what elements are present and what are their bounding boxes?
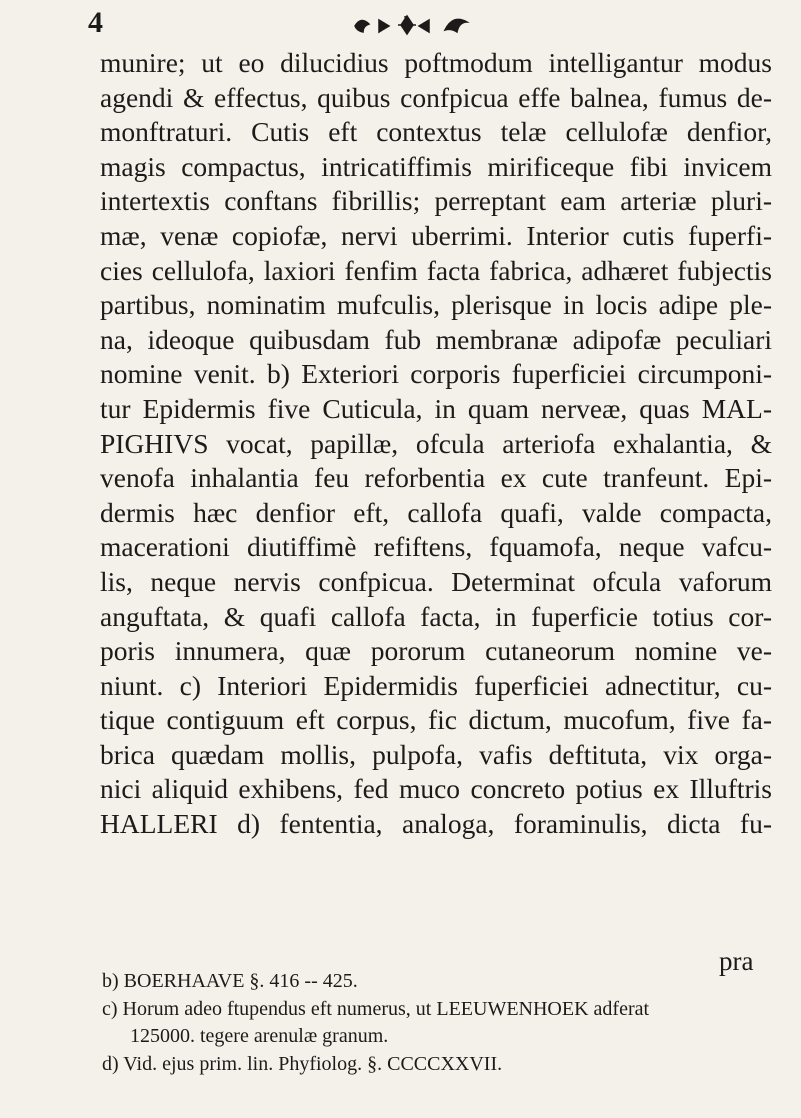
footnote-c-continued: 125000. tegere arenulæ granum. xyxy=(130,1025,389,1047)
text-line: dermis hæc denfior eft, callofa quafi, valde compacta, xyxy=(100,496,772,528)
catchword: pra xyxy=(719,946,754,976)
text-line: PIGHIVS vocat, papillæ, ofcula arteriofa exhalantia, & xyxy=(100,427,772,459)
text-line: intertextis conftans fibrillis; perreptant eam arteriæ pluri- xyxy=(100,185,772,217)
text-line: niunt. c) Interiori Epidermidis fuperficiei adnectitur, cu- xyxy=(100,669,772,701)
footnote-b: b) BOERHAAVE §. 416 -- 425. xyxy=(102,970,358,992)
text-line: nici aliquid exhibens, fed muco concreto potius ex Illuftris xyxy=(100,773,772,805)
text-line: macerationi diutiffimè refiftens, fquamofa, neque vafcu- xyxy=(100,531,772,563)
text-line: mæ, venæ copiofæ, nervi uberrimi. Interior cutis fuperfi- xyxy=(100,219,772,251)
text-line: venofa inhalantia feu reforbentia ex cute tranfeunt. Epi- xyxy=(100,462,772,494)
text-line: magis compactus, intricatiffimis mirificeque fibi invicem xyxy=(100,150,772,182)
text-line: na, ideoque quibusdam fub membranæ adipofæ peculiari xyxy=(100,323,772,355)
fleuron-ornament xyxy=(345,10,475,40)
text-line: partibus, nominatim mufculis, plerisque in locis adipe ple- xyxy=(100,289,772,321)
footnotes xyxy=(102,968,772,1078)
text-line: nomine venit. b) Exteriori corporis fuperficiei circumponi- xyxy=(100,358,772,390)
text-line: brica quædam mollis, pulpofa, vafis deftituta, vix orga- xyxy=(100,738,772,770)
text-line: tique contiguum eft corpus, fic dictum, mucofum, five fa- xyxy=(100,704,772,736)
text-line: munire; ut eo dilucidius poftmodum intelligantur modus xyxy=(100,47,772,78)
page-header xyxy=(0,6,801,46)
text-line: agendi & effectus, quibus confpicua effe balnea, fumus de- xyxy=(100,81,772,113)
text-line: monftraturi. Cutis eft contextus telæ cellulofæ denfior, xyxy=(100,116,772,148)
text-line: cies cellulofa, laxiori fenfim facta fabrica, adhæret fubjectis xyxy=(100,254,772,286)
text-line: HALLERI d) fententia, analoga, foraminulis, dicta fu- xyxy=(100,808,772,840)
footnote-c: c) Horum adeo ftupendus eft numerus, ut LEEUWENHOEK adferat xyxy=(102,997,650,1020)
text-line: tur Epidermis five Cuticula, in quam nerveæ, quas MAL- xyxy=(100,392,772,424)
text-line: lis, neque nervis confpicua. Determinat ofcula vaforum xyxy=(100,565,772,597)
text-line: poris innumera, quæ pororum cutaneorum nomine ve- xyxy=(100,635,772,667)
page-number: 4 xyxy=(88,6,103,39)
text-line: anguftata, & quafi callofa facta, in fuperficie totius cor- xyxy=(100,600,772,632)
main-text xyxy=(100,46,772,842)
footnote-d: d) Vid. ejus prim. lin. Phyfiolog. §. CCCCXXVII. xyxy=(102,1052,503,1075)
